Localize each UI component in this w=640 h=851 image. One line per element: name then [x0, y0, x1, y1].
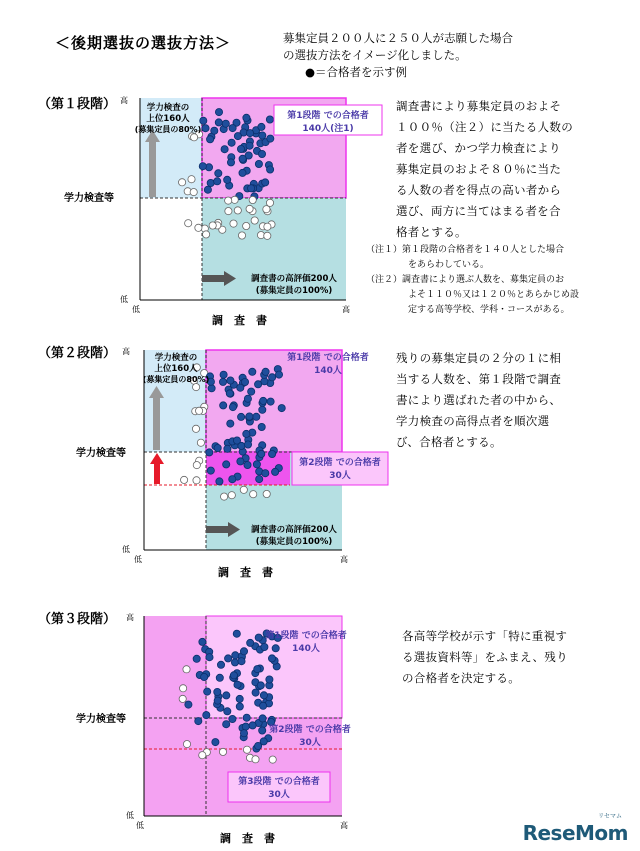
stage-2-description — [396, 348, 626, 453]
x-high-label: 高 — [340, 555, 348, 564]
passer-dot — [248, 388, 255, 395]
passer-dot — [258, 423, 265, 430]
x-high-label: 高 — [340, 821, 348, 830]
passer-dot — [229, 125, 236, 132]
passer-dot — [261, 643, 268, 650]
passer-dot — [249, 368, 256, 375]
passer-dot — [262, 470, 269, 477]
passer-dot — [246, 130, 253, 137]
passer-dot — [227, 420, 234, 427]
callout-text: 140人 — [314, 366, 342, 376]
passer-dot — [215, 170, 222, 177]
passer-dot — [215, 109, 222, 116]
applicant-dot — [199, 752, 206, 759]
passer-dot — [225, 655, 232, 662]
callout-text: 第2段階 での合格者 — [269, 725, 351, 735]
passer-dot — [256, 476, 263, 483]
applicant-dot — [193, 384, 200, 391]
passer-dot — [229, 476, 236, 483]
note-line: （注１）第１段階の合格者を１４０人とした場合 — [366, 245, 565, 255]
applicant-dot — [209, 222, 216, 229]
passer-dot — [228, 139, 235, 146]
desc-line: 当する人数を、第１段階で調査 — [396, 372, 562, 386]
applicant-dot — [197, 439, 204, 446]
applicant-dot — [183, 741, 190, 748]
passer-dot — [266, 116, 273, 123]
box-label: (募集定員の100%) — [255, 286, 333, 296]
passer-dot — [237, 145, 244, 152]
applicant-dot — [193, 477, 200, 484]
passer-dot — [226, 390, 233, 397]
desc-line: 各高等学校が示す「特に重視す — [402, 629, 568, 643]
passer-dot — [214, 688, 221, 695]
stage-1-description — [396, 96, 626, 243]
passer-dot — [244, 461, 251, 468]
passer-dot — [240, 730, 247, 737]
passer-dot — [259, 727, 266, 734]
passer-dot — [259, 406, 266, 413]
bottom-right-region — [202, 198, 346, 300]
passer-dot — [238, 413, 245, 420]
applicant-dot — [183, 666, 190, 673]
x-low-label: 低 — [134, 555, 142, 564]
callout-text: 140人(注1) — [302, 124, 354, 134]
passer-dot — [254, 666, 261, 673]
passer-dot — [227, 377, 234, 384]
passer-dot — [257, 682, 264, 689]
passer-dot — [275, 371, 282, 378]
passer-dot — [272, 645, 279, 652]
passer-dot — [215, 119, 222, 126]
x-low-label: 低 — [132, 305, 140, 314]
passer-dot — [236, 695, 243, 702]
passer-dot — [253, 413, 260, 420]
passer-dot — [243, 430, 250, 437]
passer-dot — [244, 395, 251, 402]
desc-line: １００％（注２）に当たる人数の — [396, 120, 573, 134]
passer-dot — [260, 397, 267, 404]
y-high-label: 高 — [126, 613, 134, 622]
resemom-logo: ReseMom — [522, 821, 628, 845]
passer-dot — [222, 120, 229, 127]
passer-dot — [195, 718, 202, 725]
x-axis-label: 調 査 書 — [220, 832, 275, 845]
desc-line: 調査書により募集定員のおよそ — [396, 99, 562, 113]
right-arrow-icon — [206, 526, 228, 533]
callout-text: 第3段階 での合格者 — [238, 777, 320, 787]
passer-dot — [220, 371, 227, 378]
box-label: 上位160人 — [154, 364, 198, 374]
passer-dot — [239, 169, 246, 176]
intro-line-2: の選抜方法をイメージ化しました。 — [283, 48, 467, 62]
box-label: (募集定員の80%) — [134, 125, 202, 134]
passer-dot — [185, 701, 192, 708]
applicant-dot — [243, 746, 250, 753]
applicant-dot — [250, 491, 257, 498]
passer-dot — [234, 681, 241, 688]
passer-dot — [267, 166, 274, 173]
passer-dot — [255, 381, 262, 388]
passer-dot — [204, 688, 211, 695]
legend-note: ●＝合格者を示す例 — [305, 65, 408, 79]
passer-dot — [214, 444, 221, 451]
passer-dot — [219, 378, 226, 385]
applicant-dot — [191, 134, 198, 141]
callout-text: 30人 — [299, 738, 321, 748]
passer-dot — [238, 658, 245, 665]
y-axis-label: 学力検査等 — [64, 193, 114, 204]
passer-dot — [199, 163, 206, 170]
passer-dot — [258, 150, 265, 157]
box-label: (募集定員の100%) — [255, 537, 333, 547]
passer-dot — [237, 458, 244, 465]
note-line: 定する高等学校、学科・コースがある。 — [408, 305, 570, 315]
applicant-dot — [234, 207, 241, 214]
applicant-dot — [264, 223, 271, 230]
applicant-dot — [190, 189, 197, 196]
applicant-dot — [246, 205, 253, 212]
passer-dot — [269, 450, 276, 457]
x-axis-label: 調 査 書 — [218, 566, 273, 579]
applicant-dot — [181, 476, 188, 483]
box-label: (募集定員の80%) — [142, 375, 210, 384]
stage-2-label: （第２段階） — [38, 346, 117, 361]
passer-dot — [233, 437, 240, 444]
passer-dot — [246, 413, 253, 420]
applicant-dot — [228, 492, 235, 499]
callout-text: 140人 — [292, 644, 320, 654]
stage-1-label: （第１段階） — [38, 97, 117, 112]
applicant-dot — [221, 493, 228, 500]
passer-dot — [212, 739, 219, 746]
passer-dot — [255, 160, 262, 167]
passer-dot — [272, 468, 279, 475]
passer-dot — [267, 398, 274, 405]
passer-dot — [248, 185, 255, 192]
passer-dot — [241, 378, 248, 385]
passer-dot — [227, 159, 234, 166]
desc-line: 選び、両方に当てはまる者を合 — [396, 204, 561, 218]
passer-dot — [223, 461, 230, 468]
passer-dot — [268, 655, 275, 662]
desc-line: 残りの募集定員の２分の１に相 — [396, 351, 562, 365]
stage-1-diagram — [60, 90, 369, 327]
passer-dot — [247, 639, 254, 646]
applicant-dot — [251, 217, 258, 224]
passer-dot — [208, 385, 215, 392]
passer-dot — [217, 661, 224, 668]
passer-dot — [216, 478, 223, 485]
note-line: よそ１１０％又は１２０％とあらかじめ設 — [408, 290, 580, 300]
applicant-dot — [240, 486, 247, 493]
passer-dot — [231, 659, 238, 666]
callout-text: 第1段階 での合格者 — [287, 353, 369, 363]
applicant-dot — [219, 748, 226, 755]
y-high-label: 高 — [122, 347, 130, 356]
applicant-dot — [225, 208, 232, 215]
passer-dot — [253, 461, 260, 468]
passer-dot — [246, 142, 253, 149]
passer-dot — [242, 723, 249, 730]
passer-dot — [260, 702, 267, 709]
desc-line: の合格者を決定する。 — [402, 671, 520, 685]
passer-dot — [233, 630, 240, 637]
red-up-arrow-icon — [154, 464, 160, 484]
desc-line: 募集定員のおよそ８０％に当た — [396, 162, 562, 176]
passer-dot — [224, 445, 231, 452]
stage-2-diagram — [60, 340, 381, 580]
passer-dot — [206, 654, 213, 661]
passer-dot — [203, 712, 210, 719]
passer-dot — [255, 634, 262, 641]
applicant-dot — [179, 179, 186, 186]
stage-1-notes — [366, 243, 634, 318]
applicant-dot — [180, 685, 187, 692]
callout-text: 第1段階 での合格者 — [265, 631, 347, 641]
passer-dot — [267, 135, 274, 142]
passer-dot — [260, 692, 267, 699]
passer-dot — [216, 674, 223, 681]
applicant-dot — [203, 231, 210, 238]
applicant-dot — [230, 220, 237, 227]
passer-dot — [269, 374, 276, 381]
passer-dot — [249, 722, 256, 729]
passer-dot — [214, 178, 221, 185]
box-label: 上位160人 — [146, 114, 190, 124]
passer-dot — [207, 136, 214, 143]
passer-dot — [206, 449, 213, 456]
passer-dot — [211, 127, 218, 134]
passer-dot — [229, 404, 236, 411]
applicant-dot — [238, 232, 245, 239]
y-axis-label: 学力検査等 — [76, 448, 126, 459]
applicant-dot — [231, 196, 238, 203]
passer-dot — [207, 467, 214, 474]
passer-dot — [244, 441, 251, 448]
applicant-dot — [179, 695, 186, 702]
passer-dot — [223, 692, 230, 699]
desc-line: 学力検査の高得点者を順次選 — [396, 414, 550, 428]
y-low-label: 低 — [122, 545, 130, 554]
applicant-dot — [263, 206, 270, 213]
passer-dot — [224, 176, 231, 183]
passer-dot — [236, 703, 243, 710]
callout-text: 30人 — [268, 790, 290, 800]
x-low-label: 低 — [136, 821, 144, 830]
page-title: ＜後期選抜の選抜方法＞ — [55, 34, 232, 52]
applicant-dot — [225, 197, 232, 204]
passer-dot — [262, 368, 269, 375]
x-high-label: 高 — [342, 305, 350, 314]
passer-dot — [221, 146, 228, 153]
passer-dot — [214, 697, 221, 704]
passer-dot — [259, 132, 266, 139]
passer-dot — [234, 133, 241, 140]
passer-dot — [240, 648, 247, 655]
applicant-dot — [192, 425, 199, 432]
applicant-dot — [193, 462, 200, 469]
applicant-dot — [264, 232, 271, 239]
callout-text: 第2段階 での合格者 — [299, 458, 381, 468]
desc-line: 書により選ばれた者の中から、 — [396, 393, 562, 407]
desc-line: び、合格者とする。 — [396, 435, 502, 449]
callout-text: 第1段階 での合格者 — [287, 111, 369, 121]
y-axis-label: 学力検査等 — [76, 714, 126, 725]
passer-dot — [252, 689, 259, 696]
callout-text: 30人 — [329, 471, 351, 481]
passer-dot — [259, 715, 266, 722]
stage-3-description — [402, 626, 632, 689]
applicant-dot — [188, 176, 195, 183]
stage-3-label: （第３段階） — [38, 612, 117, 627]
passer-dot — [266, 676, 273, 683]
applicant-dot — [269, 756, 276, 763]
passer-dot — [258, 123, 265, 130]
y-low-label: 低 — [120, 295, 128, 304]
box-label: 学力検査の — [154, 353, 198, 363]
note-line: をあらわしている。 — [408, 260, 490, 270]
intro-line-1: 募集定員２００人に２５０人が志願した場合 — [283, 31, 513, 45]
applicant-dot — [195, 224, 202, 231]
applicant-dot — [196, 407, 203, 414]
red-up-arrow-icon-head — [150, 453, 164, 464]
passer-dot — [193, 655, 200, 662]
stage-3-diagram — [60, 606, 360, 846]
passer-dot — [255, 742, 262, 749]
passer-dot — [201, 673, 208, 680]
up-arrow-icon — [149, 142, 156, 197]
applicant-dot — [243, 222, 250, 229]
desc-line: る人数の者を得点の高い者から — [396, 183, 562, 197]
y-high-label: 高 — [120, 96, 128, 105]
passer-dot — [207, 179, 214, 186]
passer-dot — [199, 638, 206, 645]
passer-dot — [202, 125, 209, 132]
right-arrow-icon — [202, 275, 224, 282]
box-label: 調査書の高評価200人 — [251, 525, 337, 535]
passer-dot — [278, 405, 285, 412]
desc-line: る選抜資料等」をふまえ、残り — [402, 650, 568, 664]
intro-text — [283, 30, 513, 81]
passer-dot — [224, 708, 231, 715]
note-line: （注２）調査書により選ぶ人数を、募集定員のお — [366, 275, 565, 285]
passer-dot — [230, 672, 237, 679]
passer-dot — [200, 117, 207, 124]
x-axis-label: 調 査 書 — [212, 314, 267, 327]
logo-subtext: リセマム — [598, 813, 622, 820]
applicant-dot — [266, 199, 273, 206]
passer-dot — [204, 186, 211, 193]
applicant-dot — [185, 220, 192, 227]
box-label: 学力検査の — [146, 103, 190, 113]
passer-dot — [262, 179, 269, 186]
passer-dot — [239, 155, 246, 162]
up-arrow-icon — [153, 398, 160, 450]
y-low-label: 低 — [126, 811, 134, 820]
passer-dot — [220, 402, 227, 409]
passer-dot — [229, 715, 236, 722]
passer-dot — [223, 721, 230, 728]
passer-dot — [243, 714, 250, 721]
passer-dot — [232, 652, 239, 659]
passer-dot — [243, 114, 250, 121]
applicant-dot — [263, 490, 270, 497]
desc-line: 格者とする。 — [396, 225, 467, 239]
applicant-dot — [249, 196, 256, 203]
applicant-dot — [252, 756, 259, 763]
desc-line: 者を選び、かつ学力検査により — [396, 141, 561, 155]
passer-dot — [258, 450, 265, 457]
box-label: 調査書の高評価200人 — [251, 274, 337, 284]
